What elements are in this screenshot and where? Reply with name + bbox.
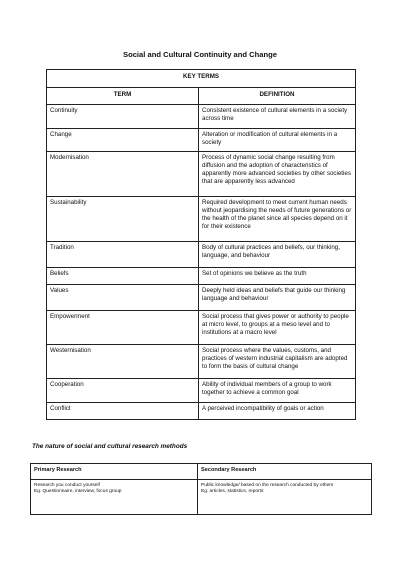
document-title: Social and Cultural Continuity and Change <box>123 50 277 59</box>
table-row <box>47 268 356 285</box>
term-cell: Conflict <box>47 403 199 420</box>
table-row <box>47 197 356 242</box>
definition-cell: Social process where the values, customs, and practices of western industrial capitalism are adopted to form the basis of cultural change <box>199 345 356 379</box>
secondary-research-cell <box>198 480 372 515</box>
secondary-research-examples: Eg. articles, statistics, reports <box>201 489 264 494</box>
definition-cell: Process of dynamic social change resulting from diffusion and the adoption of characteristics of apparently more advanced societies by other societies that are apparently less advanced <box>199 152 356 197</box>
table-row <box>47 345 356 379</box>
table-row <box>47 311 356 345</box>
table-row <box>47 403 356 420</box>
term-cell: Empowerment <box>47 311 199 345</box>
table-row <box>47 379 356 403</box>
term-cell: Values <box>47 285 199 311</box>
primary-research-header: Primary Research <box>31 464 198 480</box>
definition-cell: Set of opinions we believe as the truth <box>199 268 356 285</box>
definition-cell: Social process that gives power or authority to people at micro level, to groups at a meso level and to institutions at a macro level <box>199 311 356 345</box>
secondary-research-description: Public knowledge/ based on the research conducted by others <box>201 483 334 488</box>
definition-cell: Deeply held ideas and beliefs that guide our thinking language and behaviour <box>199 285 356 311</box>
definition-cell: Ability of individual members of a group to work together to achieve a common goal <box>199 379 356 403</box>
term-cell: Modernisation <box>47 152 199 197</box>
term-column-header: TERM <box>47 88 199 105</box>
primary-research-cell <box>31 480 198 515</box>
primary-research-examples: Eg. Questionnaire, interview, focus group <box>34 489 122 494</box>
primary-research-description: Research you conduct yourself <box>34 483 100 488</box>
term-cell: Continuity <box>47 105 199 129</box>
table-row <box>47 285 356 311</box>
term-cell: Beliefs <box>47 268 199 285</box>
definition-cell: Alteration or modification of cultural elements in a society <box>199 129 356 152</box>
key-terms-header: KEY TERMS <box>47 70 356 88</box>
definition-cell: Required development to meet current human needs without jeopardising the needs of future generations or the health of the planet since all species depend on it for their existence <box>199 197 356 242</box>
key-terms-table <box>46 69 356 420</box>
term-cell: Change <box>47 129 199 152</box>
table-row <box>47 105 356 129</box>
term-cell: Cooperation <box>47 379 199 403</box>
research-methods-table <box>30 463 372 515</box>
table-row <box>47 152 356 197</box>
secondary-research-header: Secondary Research <box>198 464 372 480</box>
definition-column-header: DEFINITION <box>199 88 356 105</box>
term-cell: Tradition <box>47 242 199 268</box>
term-cell: Sustainability <box>47 197 199 242</box>
term-cell: Westernisation <box>47 345 199 379</box>
definition-cell: Consistent existence of cultural elements in a society across time <box>199 105 356 129</box>
definition-cell: Body of cultural practices and beliefs, our thinking, language, and behaviour <box>199 242 356 268</box>
table-row <box>47 242 356 268</box>
table-row <box>47 129 356 152</box>
definition-cell: A perceived incompatibility of goals or action <box>199 403 356 420</box>
research-section-title: The nature of social and cultural research methods <box>32 443 188 450</box>
